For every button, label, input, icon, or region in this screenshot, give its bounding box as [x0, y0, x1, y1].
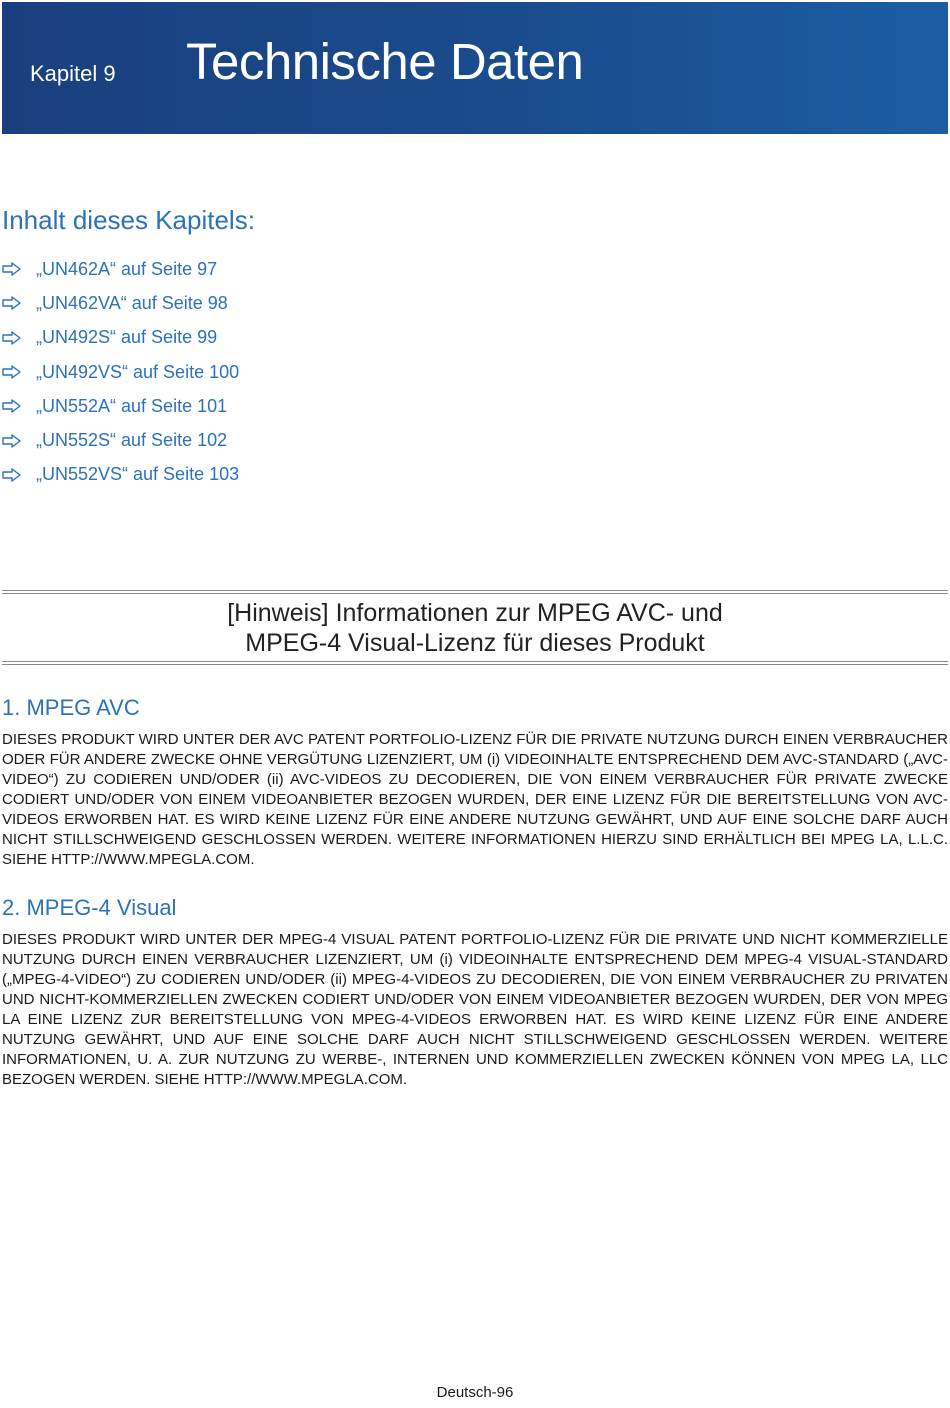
toc-link[interactable]: „UN552A“ auf Seite 101 [36, 395, 228, 416]
right-arrow-outline-icon [2, 262, 22, 276]
right-arrow-outline-icon [2, 434, 22, 448]
notice-title-line-2: MPEG-4 Visual-Lizenz für dieses Produkt [245, 629, 705, 657]
section-heading-mpeg-avc: 1. MPEG AVC [2, 695, 140, 720]
section-body-mpeg-avc: DIESES PRODUKT WIRD UNTER DER AVC PATENT PORTFOLIO-LIZENZ FÜR DIE PRIVATE NUTZUNG DURCH EINEN VERBRAUCHER ODER FÜR ANDERE ZWECKE OHNE VERGÜTUNG LIZENZIERT, UM (i) VIDEOINHALTE ENTSPRECHEND DEM AVC-STANDARD („AVC-VIDEO“) ZU CODIEREN UND/ODER (ii) AVC-VIDEOS ZU DECODIEREN, DIE VON EINEM VERBRAUCHER FÜR PRIVATE ZWECKE CODIERT UND/ODER VON EINEM VIDEOANBIETER BEZOGEN WURDEN, DER EINE LIZENZ FÜR DIE BEREITSTELLUNG VON AVC-VIDEOS ERWORBEN HAT. ES WIRD KEINE LIZENZ FÜR EINE ANDERE NUTZUNG GEWÄHRT, UND AUF EINE SOLCHE DARF AUCH NICHT STILLSCHWEIGEND GESCHLOSSEN WERDEN. WEITERE INFORMATIONEN HIERZU SIND ERHÄLTLICH BEI MPEG LA, L.L.C. SIEHE HTTP://WWW.MPEGLA.COM. [2, 731, 948, 868]
toc-list [2, 252, 239, 492]
toc-heading: Inhalt dieses Kapitels: [2, 205, 255, 235]
toc-item[interactable] [2, 321, 239, 355]
toc-item[interactable] [2, 355, 239, 389]
toc-link[interactable]: „UN462VA“ auf Seite 98 [36, 292, 228, 313]
page-number: Deutsch-96 [436, 1384, 514, 1401]
notice-bottom-rule [2, 661, 948, 662]
toc-link[interactable]: „UN492VS“ auf Seite 100 [36, 361, 240, 382]
notice-bottom-rule-double [2, 664, 948, 665]
toc-item[interactable] [2, 286, 239, 320]
toc-item[interactable] [2, 458, 239, 492]
right-arrow-outline-icon [2, 399, 22, 413]
right-arrow-outline-icon [2, 296, 22, 310]
toc-link[interactable]: „UN552VS“ auf Seite 103 [36, 464, 240, 485]
right-arrow-outline-icon [2, 468, 22, 482]
chapter-label: Kapitel 9 [30, 61, 116, 86]
notice-top-rule [2, 590, 948, 591]
chapter-title: Technische Daten [186, 33, 584, 90]
notice-top-rule-double [2, 593, 948, 594]
notice-title-line-1: [Hinweis] Informationen zur MPEG AVC- und [227, 599, 723, 627]
chapter-header-band [2, 2, 948, 134]
toc-item[interactable] [2, 423, 239, 457]
section-body-mpeg-4-visual: DIESES PRODUKT WIRD UNTER DER MPEG-4 VISUAL PATENT PORTFOLIO-LIZENZ FÜR DIE PRIVATE UND NICHT KOMMERZIELLE NUTZUNG DURCH EINEN VERBRAUCHER LIZENZIERT, UM (i) VIDEOINHALTE ENTSPRECHEND DEM MPEG-4 VISUAL-STANDARD („MPEG-4-VIDEO“) ZU CODIEREN UND/ODER (ii) MPEG-4-VIDEOS ZU DECODIEREN, DIE VON EINEM VERBRAUCHER ZU PRIVATEN UND NICHT-KOMMERZIELLEN ZWECKEN CODIERT UND/ODER VON EINEM VIDEOANBIETER BEZOGEN WURDEN, DER VON MPEG LA EINE LIZENZ ZUR BEREITSTELLUNG VON MPEG-4-VIDEOS ERWORBEN HAT. ES WIRD KEINE LIZENZ FÜR EINE ANDERE NUTZUNG GEWÄHRT, UND AUF EINE SOLCHE DARF AUCH NICHT STILLSCHWEIGEND GESCHLOSSEN WERDEN. WEITERE INFORMATIONEN, U. A. ZUR NUTZUNG ZU WERBE-, INTERNEN UND KOMMERZIELLEN ZWECKEN KÖNNEN VON MPEG LA, LLC BEZOGEN WERDEN. SIEHE HTTP://WWW.MPEGLA.COM. [2, 931, 948, 1088]
toc-link[interactable]: „UN492S“ auf Seite 99 [36, 327, 218, 348]
section-heading-mpeg-4-visual: 2. MPEG-4 Visual [2, 895, 177, 920]
notice-title [0, 598, 950, 658]
right-arrow-outline-icon [2, 331, 22, 345]
right-arrow-outline-icon [2, 365, 22, 379]
toc-item[interactable] [2, 389, 239, 423]
toc-link[interactable]: „UN552S“ auf Seite 102 [36, 430, 228, 451]
toc-item[interactable] [2, 252, 239, 286]
toc-link[interactable]: „UN462A“ auf Seite 97 [36, 258, 218, 279]
